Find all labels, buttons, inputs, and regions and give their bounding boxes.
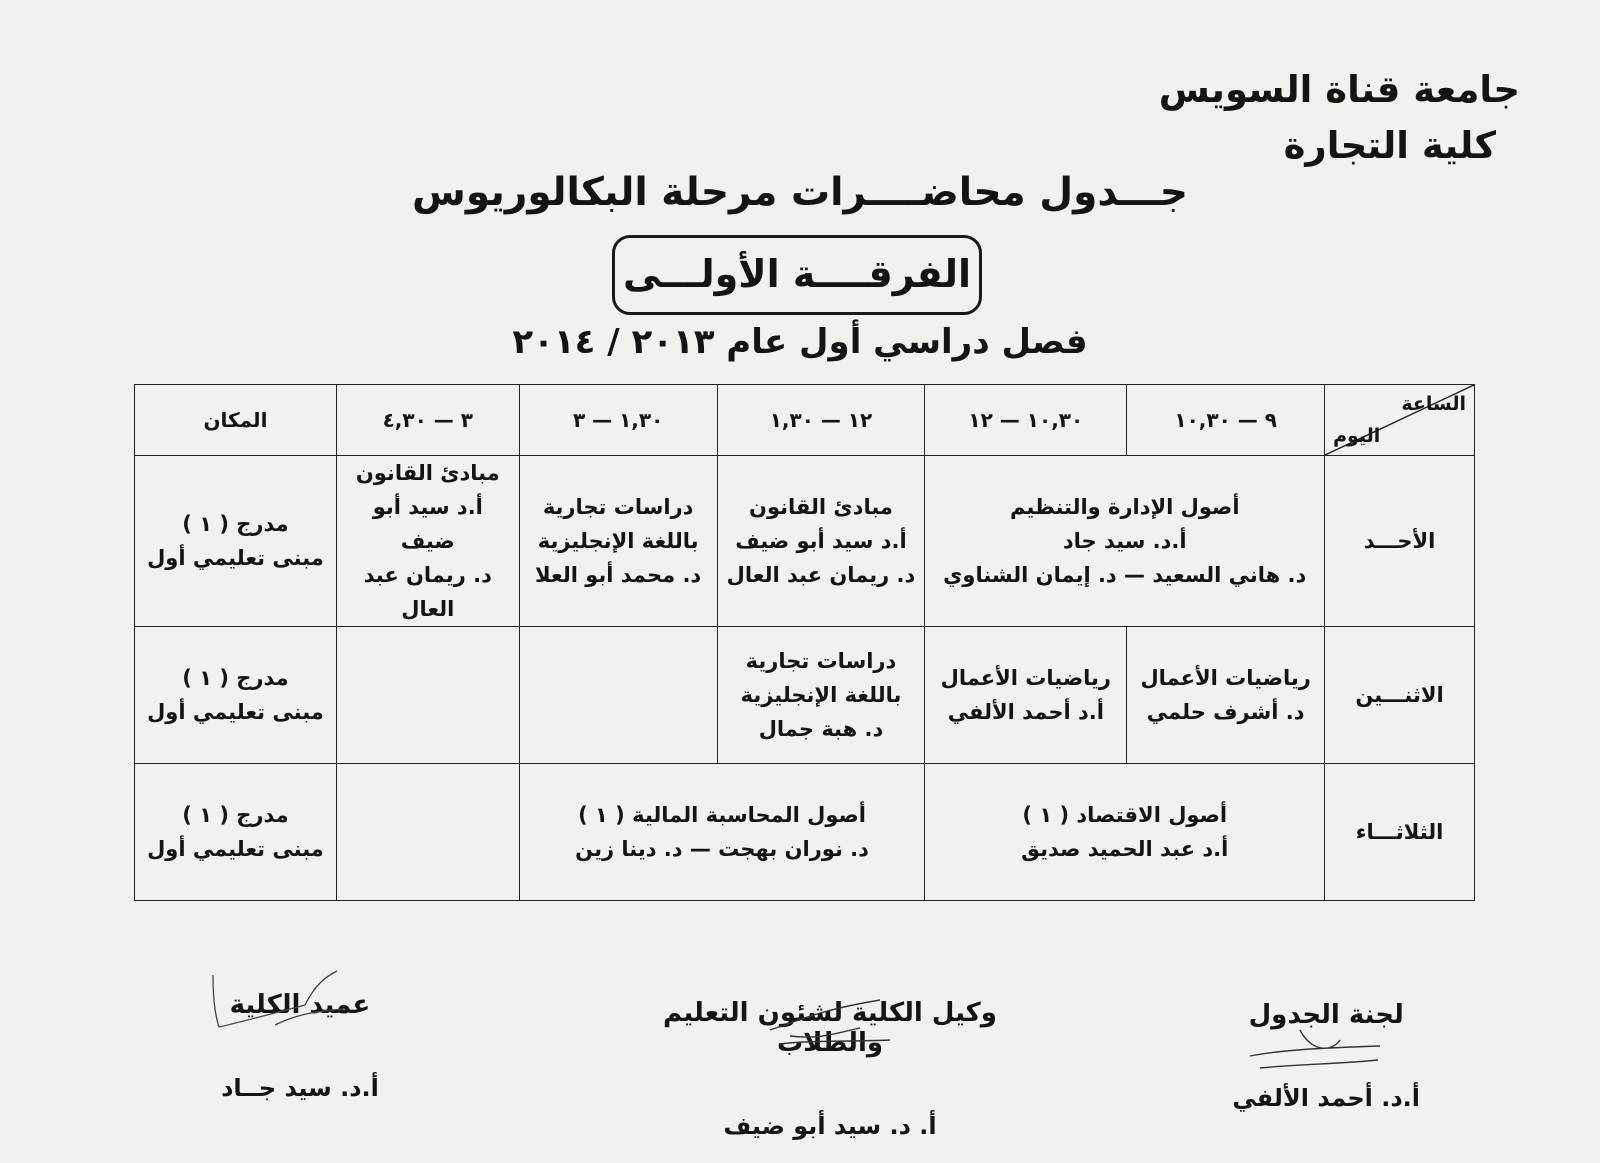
empty-cell bbox=[336, 627, 519, 764]
instructor: د. ريمان عبد العال bbox=[363, 563, 492, 621]
instructor: أ.د أحمد الألفي bbox=[947, 700, 1104, 724]
university-name: جامعة قناة السويس bbox=[1158, 68, 1520, 111]
instructor: د. هبة جمال bbox=[758, 717, 884, 741]
hall-name: مدرج ( ١ ) bbox=[182, 512, 289, 536]
signatory-title: عميد الكلية bbox=[229, 990, 371, 1020]
signatory-name: أ. د. سيد أبو ضيف bbox=[723, 1112, 937, 1140]
building-name: مبنى تعليمي أول bbox=[147, 837, 324, 861]
instructor: أ.د. سيد جاد bbox=[1062, 529, 1187, 553]
day-cell: الأحـــد bbox=[1325, 456, 1475, 627]
lecture-cell bbox=[925, 764, 1325, 901]
corner-cell bbox=[1325, 385, 1475, 456]
table-row bbox=[135, 627, 1475, 764]
course-name: مبادئ القانون bbox=[749, 495, 893, 519]
lecture-cell bbox=[925, 627, 1127, 764]
day-cell: الثلاثـــاء bbox=[1325, 764, 1475, 901]
college-name: كلية التجارة bbox=[1283, 124, 1496, 167]
signatory-name: أ.د. سيد جــاد bbox=[221, 1074, 379, 1102]
lecture-cell bbox=[336, 456, 519, 627]
handwritten-signature bbox=[205, 965, 355, 1035]
building-name: مبنى تعليمي أول bbox=[147, 546, 324, 570]
empty-cell bbox=[336, 764, 519, 901]
column-header: المكان bbox=[135, 385, 337, 456]
course-name: دراسات تجارية bbox=[745, 649, 897, 673]
lecture-cell bbox=[519, 456, 717, 627]
table-row bbox=[135, 456, 1475, 627]
lecture-cell bbox=[717, 456, 925, 627]
lecture-cell bbox=[1127, 627, 1325, 764]
hour-axis-label: الساعة bbox=[1401, 393, 1466, 415]
building-name: مبنى تعليمي أول bbox=[147, 700, 324, 724]
course-name: أصول الإدارة والتنظيم bbox=[1009, 495, 1240, 519]
instructor: د. نوران بهجت — د. دينا زين bbox=[575, 837, 869, 861]
hall-name: مدرج ( ١ ) bbox=[182, 803, 289, 827]
signatory-title: وكيل الكلية لشئون التعليم والطلاب bbox=[663, 998, 997, 1058]
course-name: أصول الاقتصاد ( ١ ) bbox=[1022, 803, 1228, 827]
handwritten-signature bbox=[760, 990, 900, 1050]
instructor: د. ريمان عبد العال bbox=[726, 563, 916, 587]
institution-header bbox=[1159, 62, 1520, 174]
course-name: رياضيات الأعمال bbox=[1140, 666, 1311, 690]
lecture-cell bbox=[519, 764, 925, 901]
hall-name: مدرج ( ١ ) bbox=[182, 666, 289, 690]
course-name: دراسات تجارية bbox=[542, 495, 694, 519]
instructor: د. أشرف حلمي bbox=[1146, 700, 1305, 724]
instructor: أ.د سيد أبو ضيف bbox=[372, 495, 483, 553]
signatory-title: لجنة الجدول bbox=[1248, 1000, 1404, 1030]
course-name: باللغة الإنجليزية bbox=[537, 529, 699, 553]
signatory-name: أ.د. أحمد الألفي bbox=[1232, 1084, 1420, 1112]
empty-cell bbox=[519, 627, 717, 764]
document-title: جـــدول محاضــــرات مرحلة البكالوريوس bbox=[412, 170, 1188, 215]
day-cell: الاثنـــين bbox=[1325, 627, 1475, 764]
instructor: د. هاني السعيد — د. إيمان الشناوي bbox=[943, 563, 1307, 587]
column-header: ٣ — ٤,٣٠ bbox=[336, 385, 519, 456]
table-row bbox=[135, 764, 1475, 901]
header-row bbox=[135, 385, 1475, 456]
column-header: ٩ — ١٠,٣٠ bbox=[1127, 385, 1325, 456]
handwritten-signature bbox=[1240, 1020, 1390, 1080]
division-label: الفرقــــة الأولـــى bbox=[622, 252, 971, 296]
course-name: أصول المحاسبة المالية ( ١ ) bbox=[578, 803, 866, 827]
course-name: رياضيات الأعمال bbox=[940, 666, 1112, 690]
location-cell bbox=[135, 456, 337, 627]
course-name: مبادئ القانون bbox=[355, 461, 500, 485]
column-header: ١٢ — ١,٣٠ bbox=[717, 385, 925, 456]
instructor: أ.د عبد الحميد صديق bbox=[1021, 837, 1229, 861]
location-cell bbox=[135, 764, 337, 901]
column-header: ١٠,٣٠ — ١٢ bbox=[925, 385, 1127, 456]
lecture-cell bbox=[717, 627, 925, 764]
lecture-cell bbox=[925, 456, 1325, 627]
location-cell bbox=[135, 627, 337, 764]
day-axis-label: اليوم bbox=[1333, 425, 1381, 447]
semester-label: فصل دراسي أول عام ٢٠١٣ / ٢٠١٤ bbox=[512, 322, 1088, 362]
column-header: ١,٣٠ — ٣ bbox=[519, 385, 717, 456]
instructor: د. محمد أبو العلا bbox=[535, 563, 702, 587]
schedule-table bbox=[134, 384, 1475, 901]
course-name: باللغة الإنجليزية bbox=[740, 683, 902, 707]
instructor: أ.د سيد أبو ضيف bbox=[735, 529, 907, 553]
